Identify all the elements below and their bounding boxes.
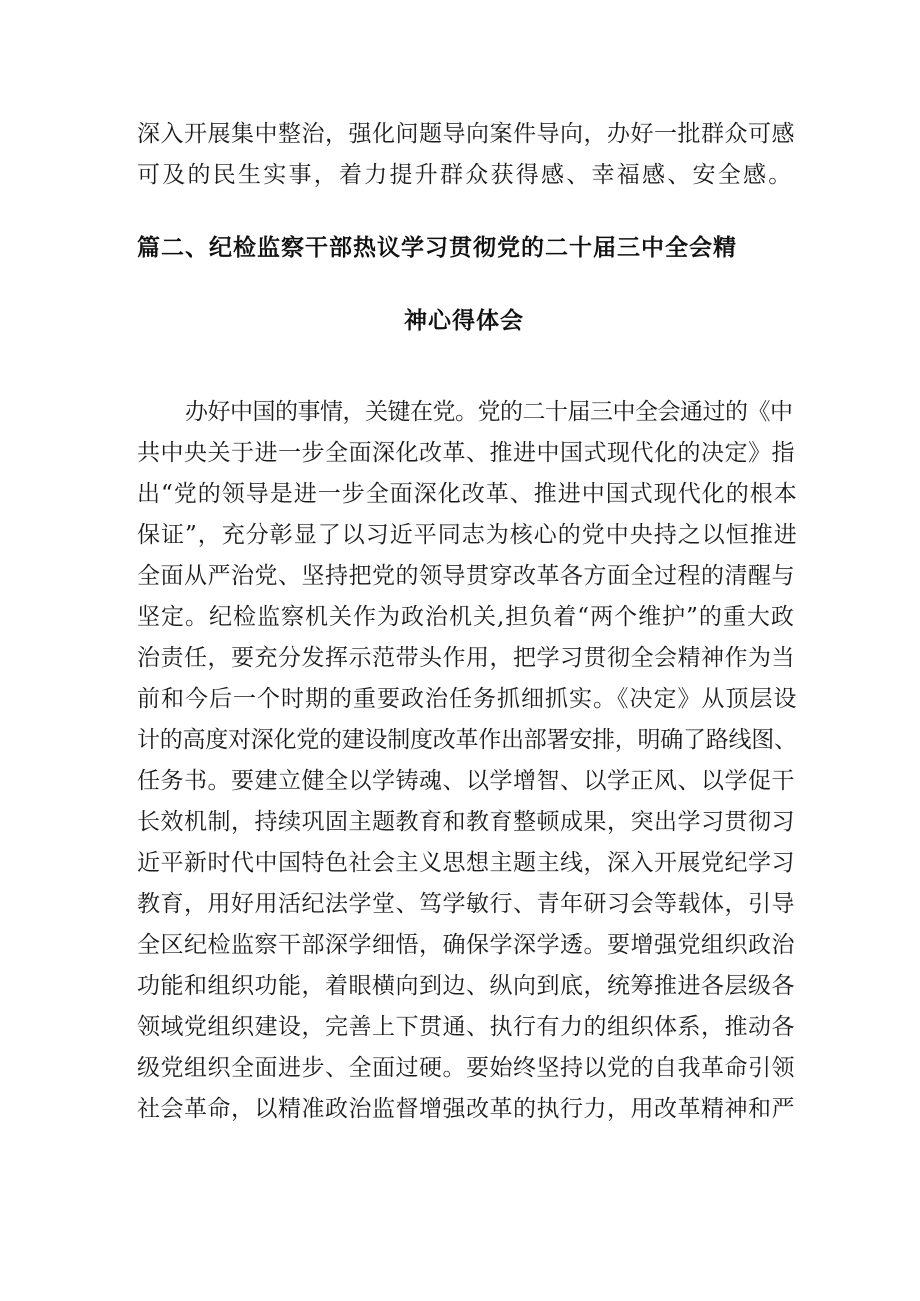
body-line: 级党组织全面进步、全面过硬。要始终坚持以党的自我革命引领: [137, 1055, 795, 1081]
body-line: 前和今后一个时期的重要政治任务抓细抓实。《决定》从顶层设: [137, 686, 798, 712]
prev-section-line: 可及的民生实事，着力提升群众获得感、幸福感、安全感。: [137, 162, 794, 188]
prev-section-line: 深入开展集中整治，强化问题导向案件导向，办好一批群众可感: [137, 121, 795, 147]
section-title-line-1: 篇二、纪检监察干部热议学习贯彻党的二十届三中全会精: [137, 235, 737, 261]
body-line: 近平新时代中国特色社会主义思想主题主线，深入开展党纪学习: [137, 850, 795, 876]
body-line: 办好中国的事情，关键在党。党的二十届三中全会通过的《中: [185, 399, 793, 425]
body-line: 全面从严治党、坚持把党的领导贯穿改革各方面全过程的清醒与: [137, 563, 795, 589]
body-line: 长效机制，持续巩固主题教育和教育整顿成果，突出学习贯彻习: [137, 809, 795, 835]
body-line: 治责任，要充分发挥示范带头作用，把学习贯彻全会精神作为当: [137, 645, 795, 671]
body-line: 全区纪检监察干部深学细悟，确保学深学透。要增强党组织政治: [137, 932, 795, 958]
body-line: 坚定。纪检监察机关作为政治机关,担负着“两个维护”的重大政: [137, 604, 795, 630]
body-line: 出“党的领导是进一步全面深化改革、推进中国式现代化的根本: [137, 481, 798, 507]
body-line: 共中央关于进一步全面深化改革、推进中国式现代化的决定》指: [137, 440, 795, 466]
section-title-line-2: 神心得体会: [404, 308, 524, 334]
body-line: 功能和组织功能，着眼横向到边、纵向到底，统筹推进各层级各: [137, 973, 795, 999]
body-line: 计的高度对深化党的建设制度改革作出部署安排，明确了路线图、: [137, 727, 797, 753]
body-line: 社会革命，以精准政治监督增强改革的执行力，用改革精神和严: [137, 1096, 795, 1122]
body-line: 保证”，充分彰显了以习近平同志为核心的党中央持之以恒推进: [137, 522, 798, 548]
body-line: 领域党组织建设，完善上下贯通、执行有力的组织体系，推动各: [137, 1014, 795, 1040]
body-line: 教育，用好用活纪法学堂、笃学敏行、青年研习会等载体，引导: [137, 891, 795, 917]
body-line: 任务书。要建立健全以学铸魂、以学增智、以学正风、以学促干: [137, 768, 795, 794]
